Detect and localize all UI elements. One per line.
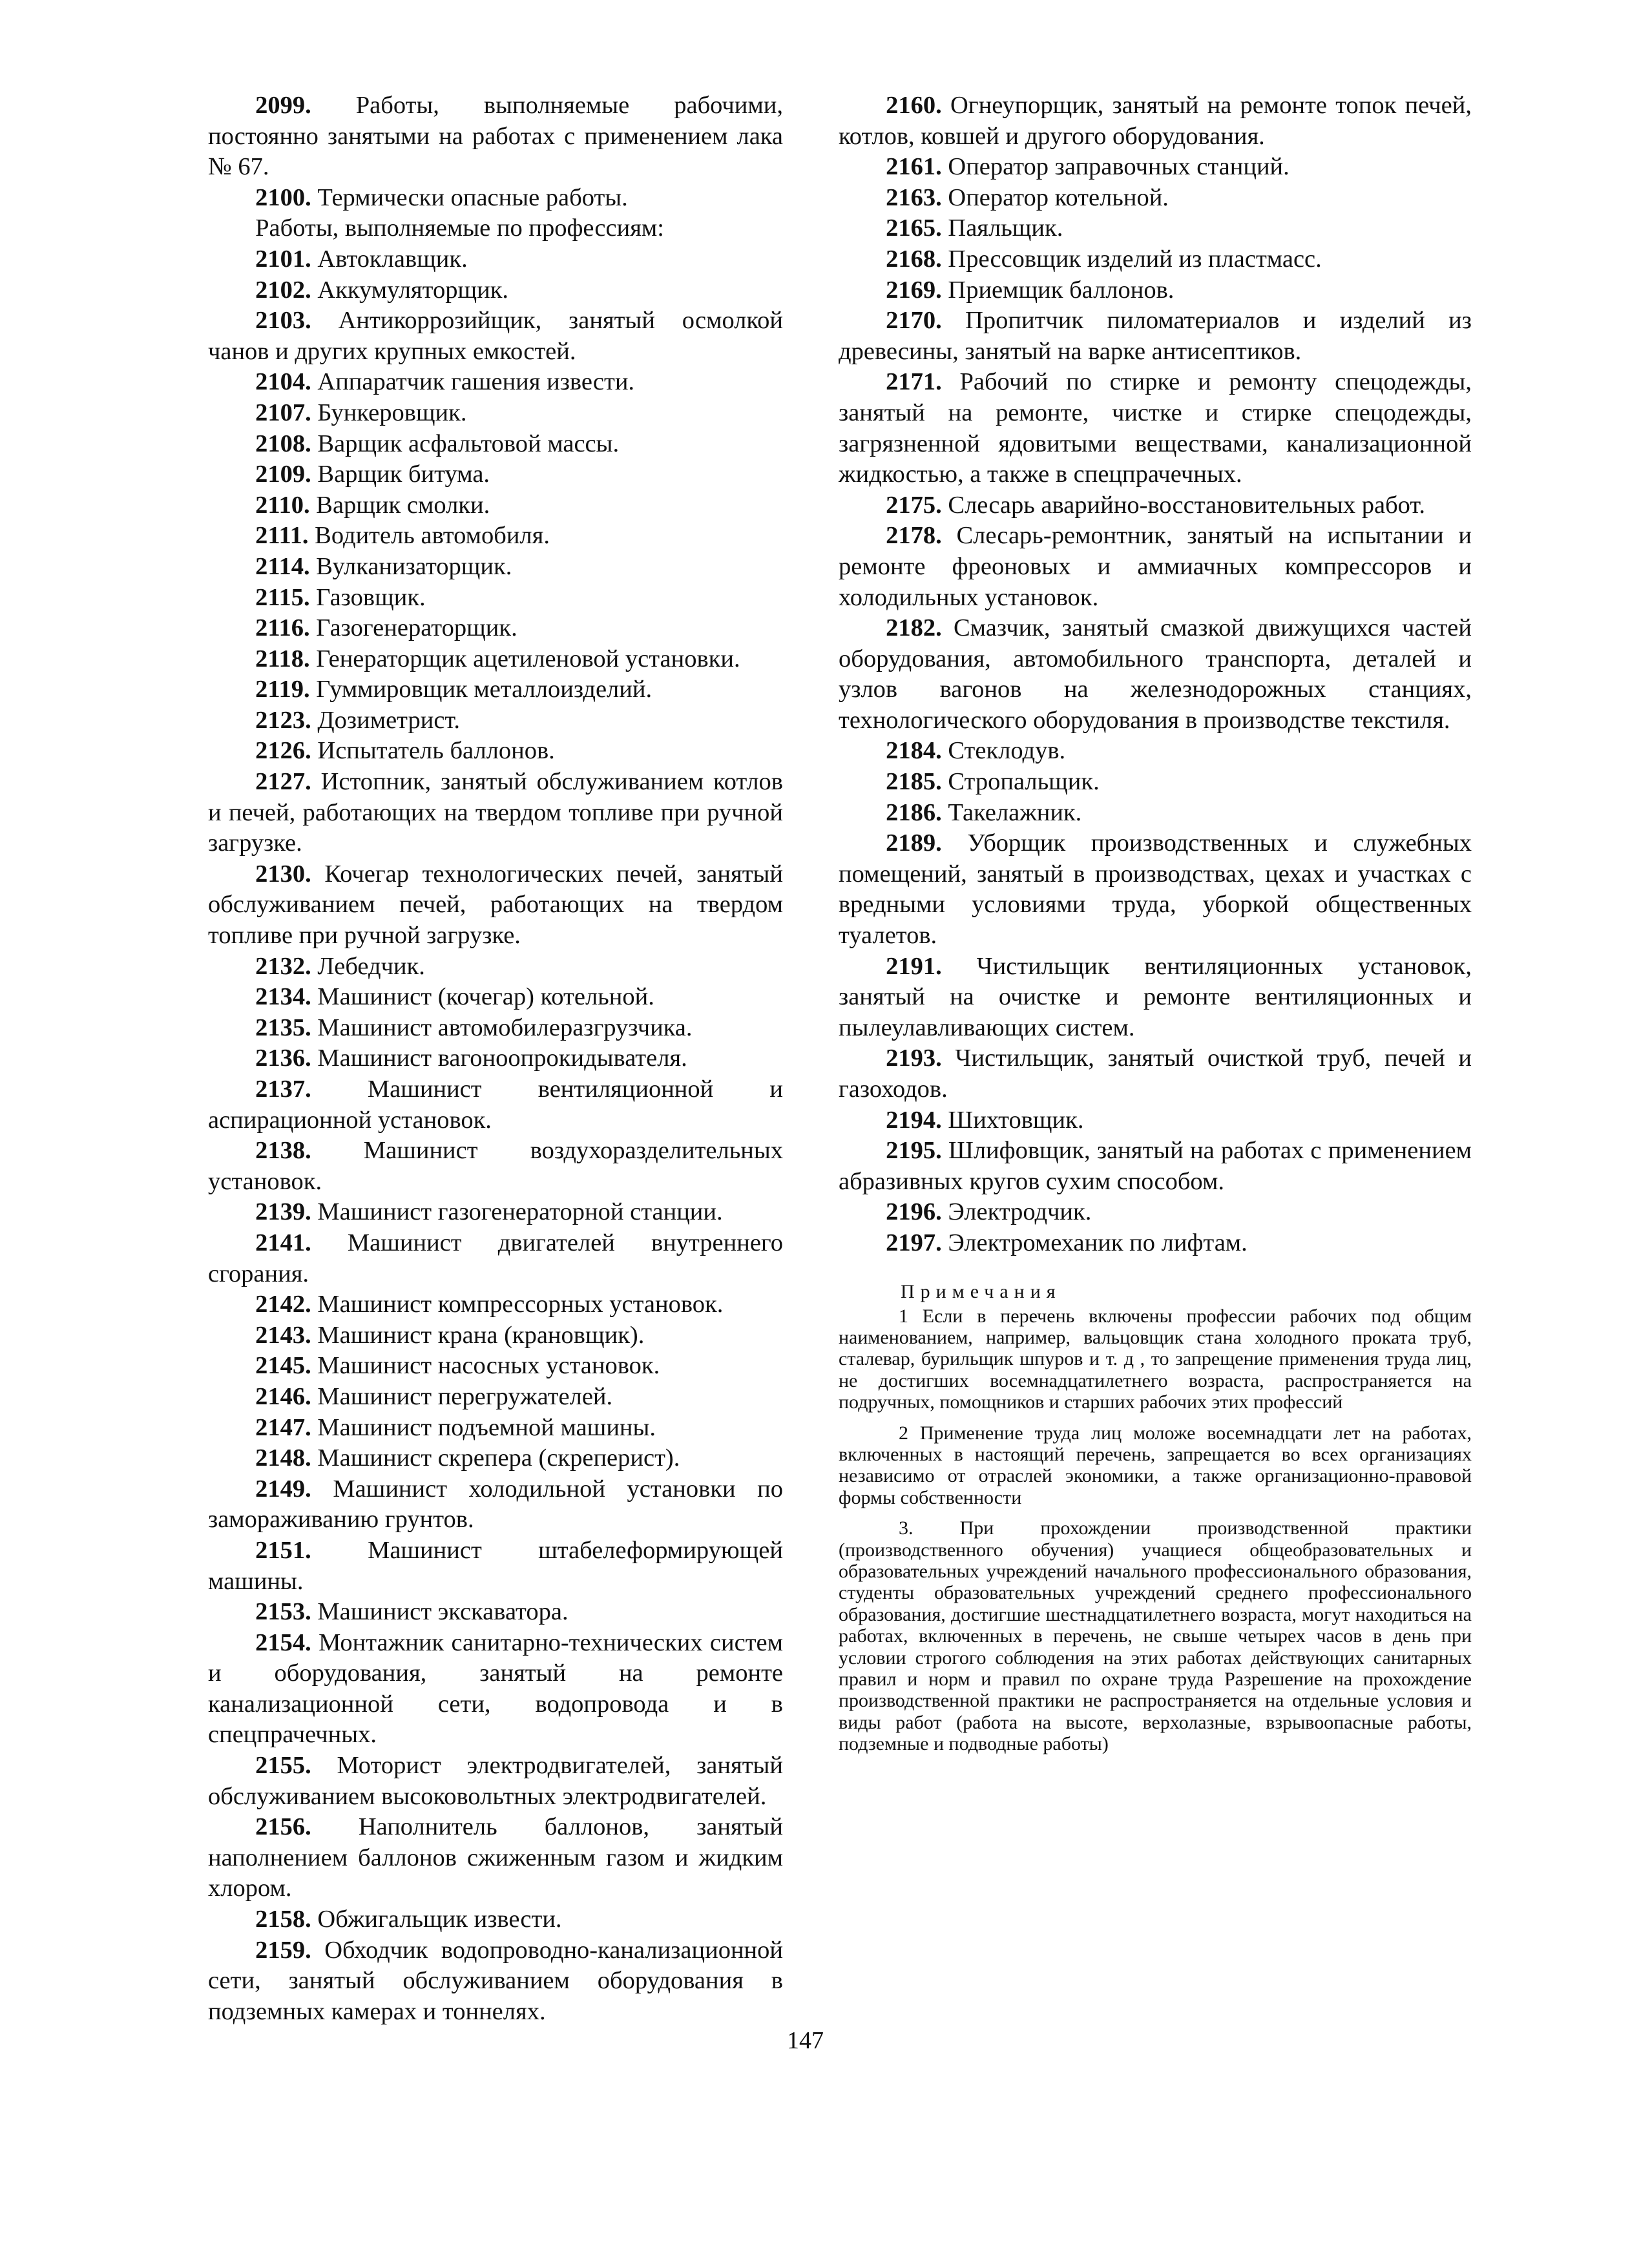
list-entry <box>839 1228 1472 1259</box>
entry-number: 2160. <box>886 92 942 119</box>
list-entry <box>208 1628 783 1751</box>
list-entry <box>208 1228 783 1289</box>
entry-text: Оператор котельной. <box>941 183 1169 211</box>
list-entry <box>839 736 1472 767</box>
list-entry <box>208 275 783 306</box>
list-entry <box>208 767 783 859</box>
entry-number: 2191. <box>886 952 942 980</box>
list-entry <box>839 367 1472 490</box>
entry-text: Стеклодув. <box>941 737 1066 765</box>
notes-section <box>839 1281 1472 1755</box>
entry-number: 2182. <box>886 614 942 642</box>
list-entry <box>839 275 1472 306</box>
entry-number: 2102. <box>255 276 311 304</box>
list-entry <box>839 1197 1472 1228</box>
list-entry <box>839 798 1472 829</box>
left-column <box>208 90 783 2027</box>
list-entry <box>208 613 783 644</box>
entry-number: 2147. <box>255 1413 311 1441</box>
list-entry <box>208 952 783 983</box>
entry-number: 2146. <box>255 1382 311 1410</box>
entry-text: Генераторщик ацетиленовой установки. <box>309 645 740 672</box>
entry-text: Шихтовщик. <box>941 1106 1084 1134</box>
list-entry <box>208 1535 783 1597</box>
entry-number: 2185. <box>886 768 942 796</box>
entry-text: Уборщик производственных и служебных помещений, занятый в производствах, цехах и участках с вредными условиями труда, уборкой общественных туалетов. <box>839 829 1472 950</box>
list-entry <box>208 490 783 521</box>
entry-text: Варщик смолки. <box>309 491 490 519</box>
list-entry <box>208 552 783 583</box>
list-entry <box>208 90 783 183</box>
entry-text: Варщик асфальтовой массы. <box>311 430 620 457</box>
entry-text: Шлифовщик, занятый на работах с применением абразивных кругов сухим способом. <box>839 1137 1472 1195</box>
list-entry <box>208 736 783 767</box>
entry-text: Моторист электродвигателей, занятый обслуживанием высоковольтных электродвигателей. <box>208 1752 783 1810</box>
entry-number: 2119. <box>255 676 310 703</box>
list-entry <box>208 1289 783 1320</box>
entry-text: Машинист (кочегар) котельной. <box>311 983 654 1011</box>
entry-text: Аппаратчик гашения извести. <box>311 368 635 396</box>
entry-text: Смазчик, занятый смазкой движущихся частей оборудования, автомобильного транспорта, деталей и узлов вагонов на железнодорожных станциях, технологического оборудования в производстве текстиля. <box>839 614 1472 734</box>
list-entry <box>839 1105 1472 1136</box>
entry-text: Рабочий по стирке и ремонту спецодежды, занятый на ремонте, чистке и стирке спецодежды, загрязненной ядовитыми веществами, канализационной жидкостью, а также в спецпрачечных. <box>839 368 1472 488</box>
entry-text: Газогенераторщик. <box>309 614 517 642</box>
list-entry <box>208 705 783 736</box>
entry-text: Варщик битума. <box>311 461 490 488</box>
entry-number: 2163. <box>886 183 942 211</box>
entry-number: 2169. <box>886 276 942 304</box>
entry-number: 2116. <box>255 614 310 642</box>
entry-number: 2153. <box>255 1598 311 1626</box>
list-entry <box>208 1904 783 1935</box>
entry-text: Наполнитель баллонов, занятый наполнением баллонов сжиженным газом и жидким хлором. <box>208 1813 783 1902</box>
entry-text: Машинист холодильной установки по замораживанию грунтов. <box>208 1475 783 1534</box>
entry-number: 2136. <box>255 1045 311 1072</box>
entry-number: 2186. <box>886 798 942 826</box>
list-entry <box>839 952 1472 1044</box>
list-entry <box>839 613 1472 736</box>
page-number: 147 <box>787 2027 824 2054</box>
entry-number: 2193. <box>886 1045 942 1072</box>
entry-text: Машинист воздухоразделительных установок. <box>208 1137 783 1195</box>
list-entry <box>208 674 783 705</box>
list-entry <box>208 459 783 490</box>
list-entry <box>839 1043 1472 1105</box>
list-entry <box>208 367 783 398</box>
entry-text: Машинист вагоноопрокидывателя. <box>311 1045 687 1072</box>
list-entry <box>208 1197 783 1228</box>
list-entry <box>208 982 783 1013</box>
list-entry <box>839 490 1472 521</box>
entry-number: 2196. <box>886 1198 942 1226</box>
entry-number: 2148. <box>255 1444 311 1472</box>
entry-number: 2109. <box>255 461 311 488</box>
entry-number: 2132. <box>255 952 311 980</box>
entry-text: Работы, выполняемые рабочими, постоянно занятыми на работах с применением лака № 67. <box>208 92 783 181</box>
entry-number: 2151. <box>255 1536 311 1564</box>
list-entry <box>208 1074 783 1136</box>
entry-number: 2101. <box>255 245 311 273</box>
list-entry <box>208 859 783 952</box>
list-entry <box>208 1320 783 1351</box>
list-entry <box>208 306 783 367</box>
entry-text: Машинист подъемной машины. <box>311 1413 656 1441</box>
entry-number: 2123. <box>255 706 311 734</box>
entry-text: Бункеровщик. <box>311 399 467 426</box>
entry-number: 2154. <box>255 1628 311 1656</box>
entry-text: Электродчик. <box>941 1198 1092 1226</box>
entry-text: Машинист крана (крановщик). <box>311 1321 645 1349</box>
entry-text: Слесарь аварийно-восстановительных работ. <box>941 491 1425 519</box>
entry-text: Слесарь-ремонтник, занятый на испытании и ремонте фреоновых и аммиачных компрессоров и холодильных установок. <box>839 522 1472 611</box>
list-entry <box>839 1136 1472 1197</box>
entry-text: Обходчик водопроводно-канализационной сети, занятый обслуживанием оборудования в подземных камерах и тоннелях. <box>208 1936 783 2025</box>
note-item: 1 Если в перечень включены профессии рабочих под общим наименованием, например, вальцовщик стана холодного проката труб, сталевар, бурильщик шпуров и т. д , то запрещение применения труда лиц, не достигших восемнадцатилетнего возраста, распространяется на подручных, помощников и старших рабочих этих профессий <box>839 1305 1472 1413</box>
entry-text: Аккумуляторщик. <box>311 276 509 304</box>
list-entry <box>208 1751 783 1812</box>
entry-text: Дозиметрист. <box>311 706 460 734</box>
list-entry <box>208 244 783 275</box>
list-entry <box>839 90 1472 152</box>
entry-text: Машинист насосных установок. <box>311 1352 660 1380</box>
entry-number: 2143. <box>255 1321 311 1349</box>
entry-number: 2127. <box>255 768 311 796</box>
entry-text: Машинист экскаватора. <box>311 1598 569 1626</box>
list-entry <box>208 429 783 460</box>
entry-number: 2145. <box>255 1352 311 1380</box>
entry-number: 2184. <box>886 737 942 765</box>
entry-number: 2195. <box>886 1137 942 1165</box>
list-entry <box>839 213 1472 244</box>
entry-text: Приемщик баллонов. <box>941 276 1175 304</box>
entry-number: 2138. <box>255 1137 311 1165</box>
entry-text: Оператор заправочных станций. <box>941 153 1290 181</box>
entry-number: 2178. <box>886 522 942 550</box>
entry-number: 2114. <box>255 552 310 580</box>
entry-number: 2168. <box>886 245 942 273</box>
entry-number: 2149. <box>255 1475 311 1503</box>
right-column <box>839 90 1472 1764</box>
entry-number: 2155. <box>255 1752 311 1780</box>
entry-number: 2107. <box>255 399 311 426</box>
entry-text: Прессовщик изделий из пластмасс. <box>941 245 1322 273</box>
entry-number: 2115. <box>255 583 310 611</box>
entry-text: Машинист двигателей внутреннего сгорания. <box>208 1229 783 1287</box>
list-entry <box>839 183 1472 214</box>
list-entry <box>208 398 783 429</box>
entry-number: 2134. <box>255 983 311 1011</box>
entry-number: 2165. <box>886 214 942 242</box>
entry-number: 2137. <box>255 1076 311 1103</box>
entry-text: Газовщик. <box>309 583 426 611</box>
entry-text: Чистильщик, занятый очисткой труб, печей и газоходов. <box>839 1045 1472 1103</box>
notes-title: Примечания <box>901 1280 1061 1302</box>
list-entry <box>208 521 783 552</box>
list-entry <box>208 644 783 675</box>
entry-text: Машинист вентиляционной и аспирационной установок. <box>208 1076 783 1134</box>
list-entry <box>208 1413 783 1444</box>
list-entry <box>839 828 1472 951</box>
entry-text: Машинист автомобилеразгрузчика. <box>311 1014 693 1041</box>
entry-number: 2103. <box>255 307 311 335</box>
entry-number: 2158. <box>255 1906 311 1933</box>
entry-number: 2161. <box>886 153 942 181</box>
list-entry <box>208 1597 783 1628</box>
entry-number: 2141. <box>255 1229 311 1256</box>
entry-text: Автоклавщик. <box>311 245 468 273</box>
entry-text: Работы, выполняемые по профессиям: <box>255 214 664 242</box>
list-entry <box>839 521 1472 613</box>
entry-text: Монтажник санитарно-технических систем и оборудования, занятый на ремонте канализационной сети, водопровода и в спецпрачечных. <box>208 1628 783 1749</box>
entry-text: Машинист скрепера (скреперист). <box>311 1444 680 1472</box>
entry-text: Такелажник. <box>941 798 1082 826</box>
entry-text: Кочегар технологических печей, занятый обслуживанием печей, работающих на твердом топливе при ручной загрузке. <box>208 860 783 950</box>
list-entry <box>839 767 1472 798</box>
list-entry <box>208 1474 783 1535</box>
entry-number: 2189. <box>886 829 942 857</box>
entry-number: 2159. <box>255 1936 311 1964</box>
entry-text: Испытатель баллонов. <box>311 737 555 765</box>
list-entry <box>839 152 1472 183</box>
note-item: 3. При прохождении производственной практики (производственного обучения) учащиеся общеобразовательных и образовательных учреждений начального профессионального образования, студенты образовательных учреждений среднего профессионального образования, достигшие шестнадцатилетнего возраста, могут находиться на работах, включенных в перечень, не свыше четырех часов в день при условии строгого соблюдения на этих работах действующих санитарных правил и норм и правил по охране труда Разрешение на прохождение производственной практики не распространяется на отдельные условия и виды работ (работа на высоте, верхолазные, взрывоопасные работы, подземные и подводные работы) <box>839 1517 1472 1755</box>
entry-text: Лебедчик. <box>311 952 425 980</box>
entry-number: 2156. <box>255 1813 311 1841</box>
entry-text: Обжигальщик извести. <box>311 1906 562 1933</box>
entry-number: 2175. <box>886 491 942 519</box>
entry-number: 2104. <box>255 368 311 396</box>
entry-text: Гуммировщик металлоизделий. <box>309 676 653 703</box>
entry-number: 2194. <box>886 1106 942 1134</box>
list-entry <box>839 244 1472 275</box>
entry-number: 2130. <box>255 860 311 888</box>
list-entry <box>208 1136 783 1197</box>
entry-text: Машинист газогенераторной станции. <box>311 1198 723 1226</box>
list-entry <box>208 1013 783 1044</box>
list-entry <box>208 1351 783 1382</box>
entry-text: Машинист компрессорных установок. <box>311 1291 724 1318</box>
entry-text: Вулканизаторщик. <box>309 552 512 580</box>
list-entry <box>208 1043 783 1074</box>
entry-number: 2099. <box>255 92 311 119</box>
entry-text: Огнеупорщик, занятый на ремонте топок печей, котлов, ковшей и другого оборудования. <box>839 92 1472 150</box>
entry-text: Водитель автомобиля. <box>308 522 550 550</box>
entry-text: Стропальщик. <box>941 768 1100 796</box>
entry-number: 2118. <box>255 645 310 672</box>
list-entry <box>208 1443 783 1474</box>
list-entry <box>208 183 783 214</box>
entry-number: 2110. <box>255 491 310 519</box>
entry-number: 2135. <box>255 1014 311 1041</box>
entry-text: Пропитчик пиломатериалов и изделий из древесины, занятый на варке антисептиков. <box>839 307 1472 365</box>
list-entry <box>208 1382 783 1413</box>
entry-number: 2170. <box>886 307 942 335</box>
entry-text: Термически опасные работы. <box>311 183 628 211</box>
list-entry <box>208 583 783 614</box>
entry-number: 2197. <box>886 1229 942 1256</box>
entry-text: Паяльщик. <box>941 214 1063 242</box>
entry-number: 2100. <box>255 183 311 211</box>
entry-number: 2171. <box>886 368 942 396</box>
entry-number: 2108. <box>255 430 311 457</box>
entry-number: 2142. <box>255 1291 311 1318</box>
list-entry <box>208 1812 783 1904</box>
entry-number: 2111. <box>255 522 309 550</box>
entry-text: Электромеханик по лифтам. <box>941 1229 1248 1256</box>
entry-text: Чистильщик вентиляционных установок, занятый на очистке и ремонте вентиляционных и пылеулавливающих систем. <box>839 952 1472 1041</box>
list-entry <box>208 1935 783 2028</box>
section-intro <box>208 213 783 244</box>
entry-text: Машинист перегружателей. <box>311 1382 613 1410</box>
note-item: 2 Применение труда лиц моложе восемнадцати лет на работах, включенных в настоящий перечень, запрещается во всех организациях независимо от отраслей экономики, а также организационно-правовой формы собственности <box>839 1422 1472 1508</box>
entry-number: 2139. <box>255 1198 311 1226</box>
entry-text: Истопник, занятый обслуживанием котлов и печей, работающих на твердом топливе при ручной загрузке. <box>208 768 783 857</box>
entry-number: 2126. <box>255 737 311 765</box>
entry-text: Машинист штабелеформирующей машины. <box>208 1536 783 1595</box>
entry-text: Антикоррозийщик, занятый осмолкой чанов и других крупных емкостей. <box>208 307 783 365</box>
list-entry <box>839 306 1472 367</box>
